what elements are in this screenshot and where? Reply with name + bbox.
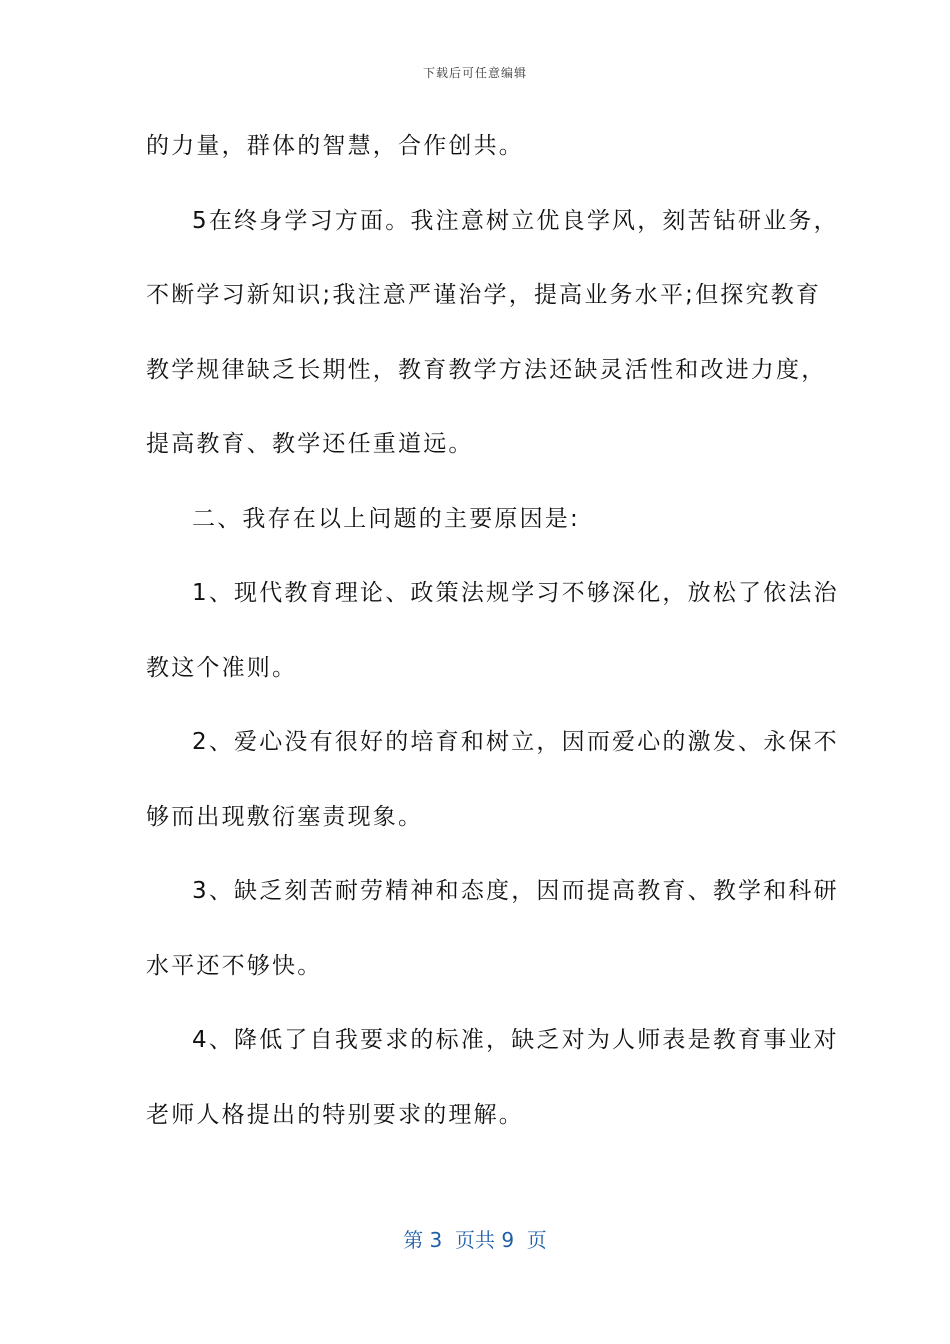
text-line: 不断学习新知识;我注意严谨治学，提高业务水平;但探究教育 (146, 282, 822, 308)
text-line: 1、现代教育理论、政策法规学习不够深化，放松了依法治 (192, 580, 839, 606)
text-line: 够而出现敷衍塞责现象。 (146, 803, 424, 830)
text-line: 教这个准则。 (146, 654, 298, 681)
text-line: 教学规律缺乏长期性，教育教学方法还缺灵活性和改进力度， (146, 356, 827, 383)
page-header: 下载后可任意编辑 (422, 66, 527, 80)
text-line: 提高教育、教学还任重道远。 (146, 431, 474, 457)
text-line: 水平还不够快。 (146, 952, 323, 979)
text-line: 5在终身学习方面。我注意树立优良学风，刻苦钻研业务， (192, 207, 839, 234)
text-line: 2、爱心没有很好的培育和树立，因而爱心的激发、永保不 (192, 729, 839, 755)
document-body (146, 122, 839, 1165)
page-number-footer: 第 3 页共 9 页 (403, 1228, 547, 1252)
text-line: 4、降低了自我要求的标准，缺乏对为人师表是教育事业对 (192, 1027, 839, 1053)
text-line: 的力量，群体的智慧，合作创共。 (146, 133, 524, 159)
text-line: 二、我存在以上问题的主要原因是: (192, 505, 580, 532)
text-line: 3、缺乏刻苦耐劳精神和态度，因而提高教育、教学和科研 (192, 878, 839, 904)
text-line: 老师人格提出的特别要求的理解。 (146, 1101, 524, 1128)
